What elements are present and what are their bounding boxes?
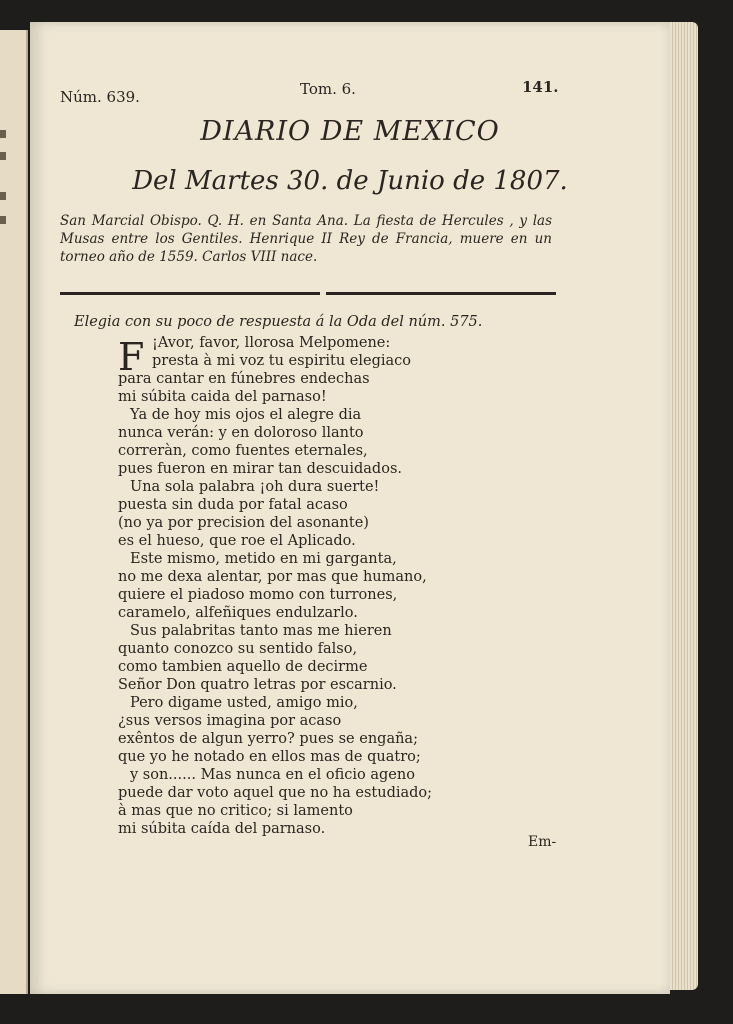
poem-line: Este mismo, metido en mi garganta, (130, 551, 397, 567)
poem-line: como tambien aquello de decirme (118, 659, 368, 675)
poem-line: Sus palabritas tanto mas me hieren (130, 623, 392, 639)
poem-line: puesta sin duda por fatal acaso (118, 497, 348, 513)
rule-break (320, 290, 326, 297)
poem-line: Pero digame usted, amigo mio, (130, 695, 358, 711)
poem-line: es el hueso, que roe el Aplicado. (118, 533, 356, 549)
catchword: Em- (528, 834, 557, 850)
poem-line: no me dexa alentar, por mas que humano, (118, 569, 427, 585)
left-page-text-fragment (0, 192, 6, 200)
poem-line: presta à mi voz tu espiritu elegiaco (152, 353, 412, 369)
poem-line: puede dar voto aquel que no ha estudiado; (118, 785, 433, 801)
section-rule (60, 292, 556, 295)
poem-line: que yo he notado en ellos mas de quatro; (118, 749, 421, 765)
poem-line: mi súbita caida del parnaso! (118, 389, 327, 405)
poem-line: exêntos de algun yerro? pues se engaña; (118, 731, 418, 747)
poem-body (118, 334, 568, 838)
poem-line: Ya de hoy mis ojos el alegre dia (130, 407, 362, 423)
poem-line: ¡Avor, favor, llorosa Melpomene: (152, 335, 391, 351)
poem-line: à mas que no critico; si lamento (118, 803, 353, 819)
poem-line: ¿sus versos imagina por acaso (118, 713, 342, 729)
left-page-edge (0, 30, 28, 994)
poem-line: quiere el piadoso momo con turrones, (118, 587, 398, 603)
page-number: 141. (522, 78, 559, 96)
issue-number: Núm. 639. (60, 88, 140, 106)
left-page-text-fragment (0, 152, 6, 160)
newspaper-title: DIARIO DE MEXICO (200, 116, 500, 147)
issue-date: Del Martes 30. de Junio de 1807. (132, 166, 568, 196)
poem-line: correràn, como fuentes eternales, (118, 443, 368, 459)
newspaper-page (30, 22, 670, 994)
poem-line: para cantar en fúnebres endechas (118, 371, 370, 387)
tome-number: Tom. 6. (300, 80, 356, 98)
poem-line: (no ya por precision del asonante) (118, 515, 369, 531)
drop-capital: F (118, 335, 145, 379)
poem-line: y son...... Mas nunca en el oficio ageno (130, 767, 415, 783)
poem-line: nunca verán: y en doloroso llanto (118, 425, 364, 441)
poem-line: mi súbita caída del parnaso. (118, 821, 326, 837)
poem-line: quanto conozco su sentido falso, (118, 641, 358, 657)
poem-line: Una sola palabra ¡oh dura suerte! (130, 479, 380, 495)
poem-line: pues fueron en mirar tan descuidados. (118, 461, 402, 477)
poem-line: Señor Don quatro letras por escarnio. (118, 677, 397, 693)
left-page-text-fragment (0, 216, 6, 224)
left-page-text-fragment (0, 130, 6, 138)
running-header (30, 80, 670, 104)
poem-line: caramelo, alfeñiques endulzarlo. (118, 605, 358, 621)
saints-of-the-day: San Marcial Obispo. Q. H. en Santa Ana. La fiesta de Hercules , y las Musas entre los Gentiles. Henrique II Rey de Francia, muere en un torneo año de 1559. Carlos VIII nace. (60, 213, 552, 265)
poem-title: Elegia con su poco de respuesta á la Oda del núm. 575. (74, 314, 483, 330)
